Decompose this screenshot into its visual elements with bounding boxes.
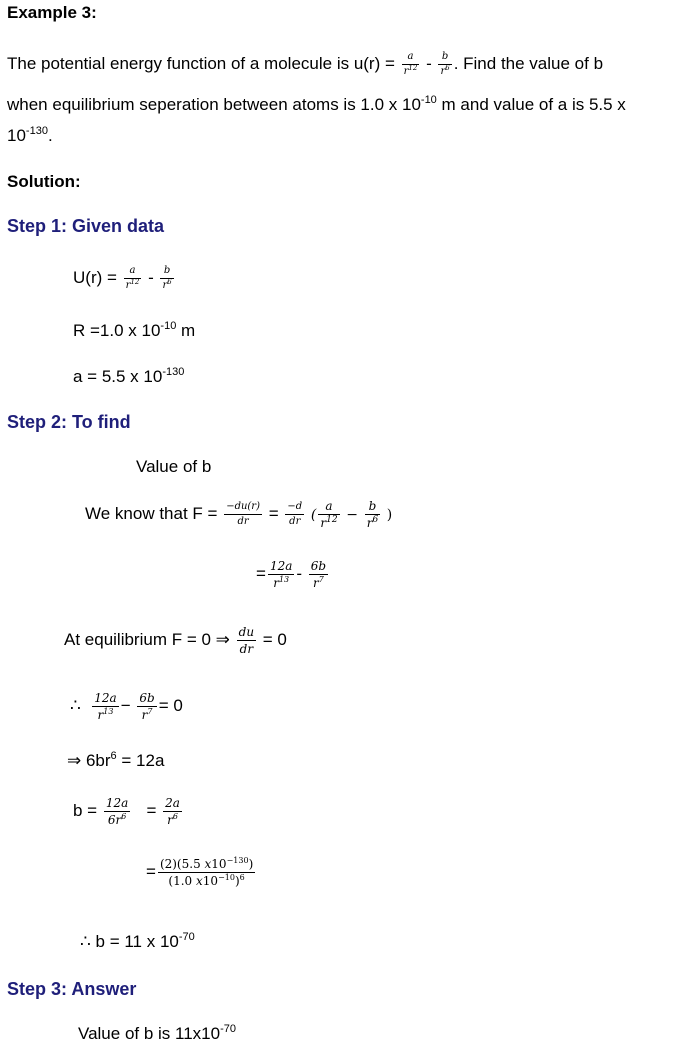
fraction-12a-over-r13: $\frac{12a}{r^{13}}$ <box>94 691 117 722</box>
problem-line-3: $10^{-130}$. <box>7 125 53 145</box>
step3-title: Step 3: Answer <box>7 979 137 999</box>
equilibrium-condition: At equilibrium F = 0 ⇒ $\frac{du}{dr}$ = 0 <box>64 625 287 656</box>
given-a-value: a = 5.5 x $10^{-130}$ <box>73 366 185 386</box>
problem-line-1-suffix: . Find the value of b <box>453 53 604 73</box>
implies-line: ⇒ $6br^6 = 12a$ <box>67 750 165 770</box>
fraction-b-over-r6: $\frac{b}{r^6}$ <box>440 51 450 77</box>
problem-line-1-prefix: The potential energy function of a molecule is u(r) = <box>7 53 395 73</box>
solution-title: Solution: <box>7 172 81 191</box>
fraction-12a-over-r13: $\frac{12a}{r^{13}}$ <box>269 559 293 590</box>
fraction-b-over-r6: $\frac{b}{r^6}$ <box>366 499 379 530</box>
given-u-equation: U(r) = $\frac{a}{r^{12}}$ - $\frac{b}{r^6}$ <box>73 265 172 291</box>
fraction-minus-d-over-dr: $\frac{-d}{dr}$ <box>287 501 303 527</box>
b-result: ∴ b = 11 x $10^{-70}$ <box>80 931 195 951</box>
b-substitution: = $\frac{(2)(5.5 x10^{-130})}{(1.0 x10^{-10})^6}$ <box>146 856 254 888</box>
find-text: Value of b <box>136 457 212 476</box>
step2-title: Step 2: To find <box>7 412 131 432</box>
fraction-a-over-r12: $\frac{a}{r^{12}}$ <box>125 265 140 291</box>
fraction-substitution: $\frac{(2)(5.5 x10^{-130})}{(1.0 x10^{-10})^6}$ <box>159 856 254 888</box>
force-definition: We know that F = $\frac{-du(r)}{dr}$ = $\frac{-d}{dr}$ ( $\frac{a}{r^{12}}$ − $\frac{b}{r^6}$ ) <box>85 499 393 530</box>
fraction-du-over-dr: $\frac{du}{dr}$ <box>238 625 255 656</box>
fraction-2a-over-r6: $\frac{2a}{r^6}$ <box>165 796 180 827</box>
fraction-a-over-r12: $\frac{a}{r^{12}}$ <box>320 499 338 530</box>
equilibrium-equation: ∴ $\frac{12a}{r^{13}}$ − $\frac{6b}{r^7}$ = 0 <box>70 691 183 722</box>
fraction-6b-over-r7: $\frac{6b}{r^7}$ <box>139 691 155 722</box>
fraction-b-over-r6: $\frac{b}{r^6}$ <box>162 265 172 291</box>
step1-title: Step 1: Given data <box>7 216 165 236</box>
fraction-12a-over-6r6: $\frac{12a}{6r^6}$ <box>105 796 129 827</box>
given-r-value: R =1.0 x $10^{-10}$ m <box>73 320 196 340</box>
problem-line-1: The potential energy function of a molecule is u(r) = $\frac{a}{r^{12}}$ - $\frac{b}{r^6}$ . Find the value of b <box>7 51 604 77</box>
fraction-minus-du-over-dr: $\frac{-du(r)}{dr}$ <box>226 501 260 527</box>
problem-line-2: when equilibrium seperation between atoms is 1.0 x $10^{-10}$ m and value of a is 5.5 x <box>7 94 626 114</box>
final-answer: Value of b is $11x10^{-70}$ <box>78 1023 236 1043</box>
b-expression: b = $\frac{12a}{6r^6}$ = $\frac{2a}{r^6}$ <box>73 796 180 827</box>
example-title: Example 3: <box>7 3 97 22</box>
fraction-6b-over-r7: $\frac{6b}{r^7}$ <box>310 559 327 590</box>
force-derivative: = $\frac{12a}{r^{13}}$ - $\frac{6b}{r^7}$ <box>256 559 327 590</box>
fraction-a-over-r12: $\frac{a}{r^{12}}$ <box>403 51 418 77</box>
